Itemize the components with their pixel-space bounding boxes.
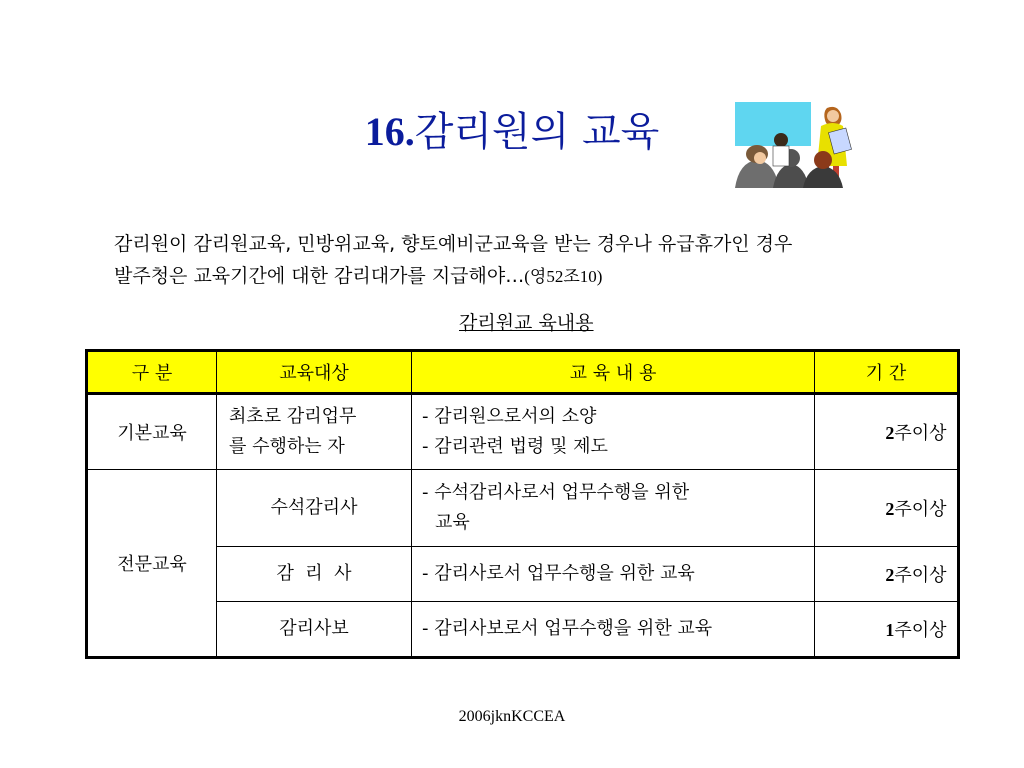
header-period: 기 간	[815, 351, 959, 394]
period-number: 2	[885, 565, 895, 585]
table-row	[87, 602, 959, 658]
table-row	[87, 470, 959, 547]
intro-line-2	[114, 260, 944, 293]
period-unit: 주이상	[894, 620, 947, 641]
header-category: 구 분	[87, 351, 217, 394]
education-table	[85, 349, 960, 659]
presentation-meeting-illustration	[733, 100, 853, 190]
content-item: - 감리사로서 업무수행을 위한 교육	[422, 563, 695, 584]
content-item: - 수석감리사로서 업무수행을 위한	[422, 482, 690, 503]
title-number: 16.	[364, 109, 415, 154]
content-item: - 감리원으로서의 소양	[422, 406, 597, 427]
period-cell	[815, 602, 959, 658]
period-cell	[815, 547, 959, 602]
law-reference: (영52조10)	[524, 267, 603, 286]
target-cell: 수석감리사	[217, 470, 412, 547]
page-title	[0, 104, 1024, 160]
content-cell	[412, 394, 815, 470]
period-number: 2	[885, 499, 895, 519]
content-cell	[412, 602, 815, 658]
content-item: - 감리사보로서 업무수행을 위한 교육	[422, 618, 713, 639]
content-cell	[412, 547, 815, 602]
footer-credit: 2006jknKCCEA	[458, 708, 566, 725]
content-item: 교육	[435, 512, 470, 533]
content-cell	[412, 470, 815, 547]
intro-line-2-text: 발주청은 교육기간에 대한 감리대가를 지급해야…	[114, 265, 525, 287]
target-cell: 감리사보	[217, 602, 412, 658]
period-cell	[815, 394, 959, 470]
intro-line-1: 감리원이 감리원교육, 민방위교육, 향토예비군교육을 받는 경우나 유급휴가인 경우	[114, 233, 793, 255]
title-text: 감리원의 교육	[414, 109, 660, 155]
table-row	[87, 547, 959, 602]
category-cell: 기본교육	[87, 394, 217, 470]
period-number: 2	[885, 423, 895, 443]
period-number: 1	[885, 620, 895, 640]
target-cell	[217, 394, 412, 470]
target-line: 최초로 감리업무	[229, 406, 357, 427]
table-header-row	[87, 351, 959, 394]
period-unit: 주이상	[894, 423, 947, 444]
target-line: 를 수행하는 자	[229, 436, 345, 457]
period-unit: 주이상	[894, 565, 947, 586]
table-row	[87, 394, 959, 470]
category-cell: 전문교육	[87, 470, 217, 658]
table-caption: 감리원교 육내용	[459, 312, 594, 334]
content-item: - 감리관련 법령 및 제도	[422, 436, 608, 457]
header-content: 교 육 내 용	[412, 351, 815, 394]
target-cell: 감 리 사	[217, 547, 412, 602]
period-unit: 주이상	[894, 499, 947, 520]
intro-paragraph	[114, 228, 944, 293]
period-cell	[815, 470, 959, 547]
header-target: 교육대상	[217, 351, 412, 394]
